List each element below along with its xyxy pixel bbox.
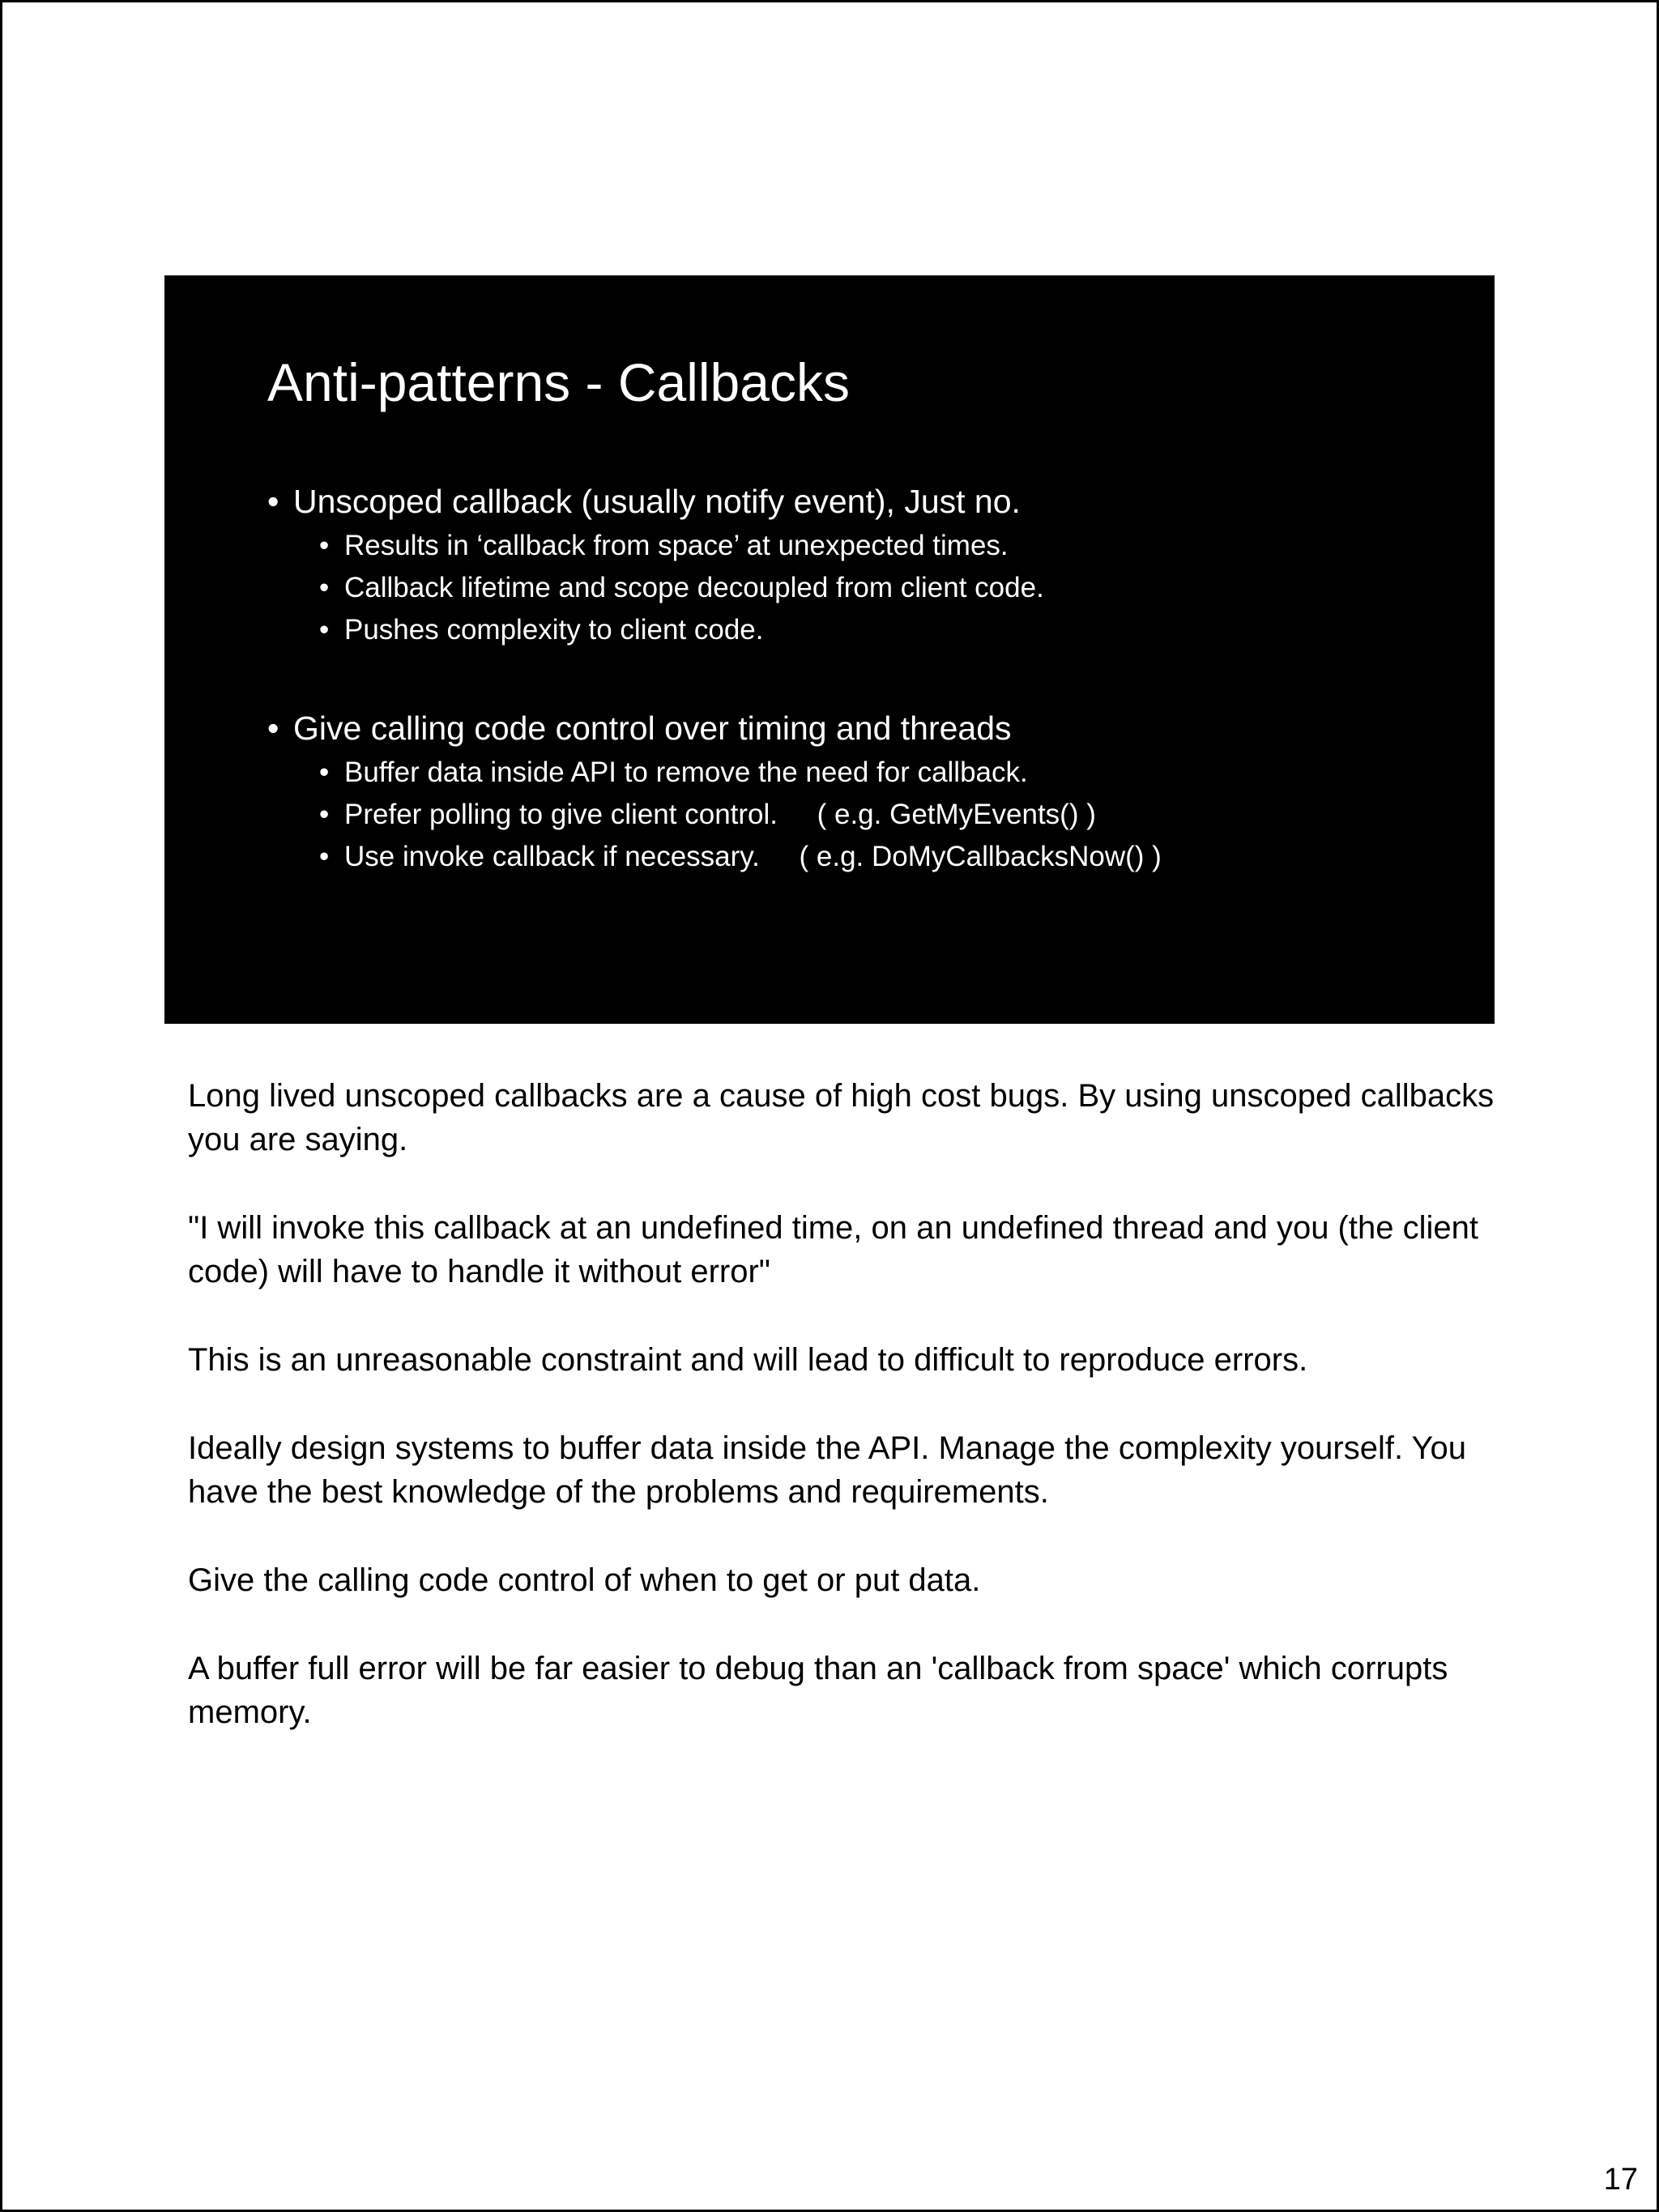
notes-paragraph: Give the calling code control of when to get or put data. (188, 1562, 981, 1598)
slide-title: Anti-patterns - Callbacks (267, 352, 850, 412)
slide-section-calling-code-control (267, 705, 1162, 878)
page-number: 17 (1603, 2163, 1638, 2197)
sub-bullet: • Prefer polling to give client control. ( e.g. GetMyEvents() ) (319, 794, 1162, 836)
sub-bullet: • Buffer data inside API to remove the need for callback. (319, 752, 1162, 794)
notes-paragraph: Ideally design systems to buffer data inside the API. Manage the complexity yourself. You have the best knowledge of the problems and requirements. (188, 1430, 1466, 1510)
sub-bullet-list (267, 752, 1162, 878)
bullet-heading: • Give calling code control over timing and threads (267, 705, 1162, 752)
slide-image (164, 275, 1495, 1024)
notes-paragraph: This is an unreasonable constraint and will lead to difficult to reproduce errors. (188, 1342, 1308, 1378)
sub-bullet-list (267, 525, 1044, 651)
bullet-heading: • Unscoped callback (usually notify event), Just no. (267, 478, 1044, 525)
sub-bullet: • Pushes complexity to client code. (319, 609, 1044, 651)
speaker-notes (188, 1074, 1500, 1779)
sub-bullet: • Use invoke callback if necessary. ( e.g. DoMyCallbacksNow() ) (319, 836, 1162, 878)
sub-bullet: • Callback lifetime and scope decoupled from client code. (319, 567, 1044, 609)
sub-bullet: • Results in ‘callback from space’ at unexpected times. (319, 525, 1044, 567)
notes-paragraph: A buffer full error will be far easier to debug than an 'callback from space' which corrupts memory. (188, 1651, 1448, 1730)
slide-section-unscoped-callbacks (267, 478, 1044, 651)
notes-paragraph: Long lived unscoped callbacks are a cause of high cost bugs. By using unscoped callbacks you are saying. (188, 1078, 1495, 1157)
notes-paragraph: "I will invoke this callback at an undefined time, on an undefined thread and you (the client code) will have to handle it without error" (188, 1210, 1478, 1289)
